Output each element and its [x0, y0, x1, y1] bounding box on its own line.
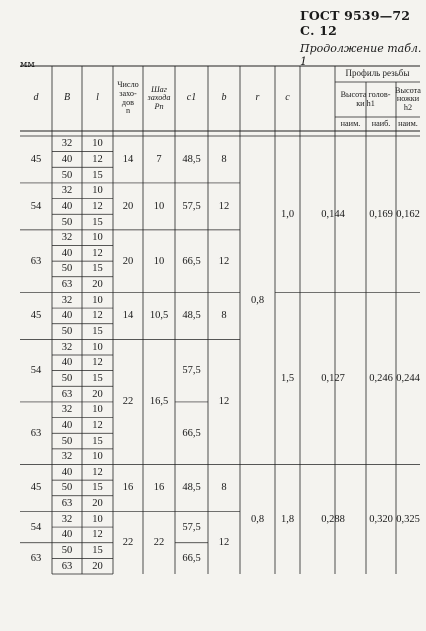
col-header-thread-starts: Число захо- дов n	[117, 80, 139, 116]
cell-b-value: 63	[61, 498, 73, 510]
cell-c1-value: 66,5	[182, 427, 201, 439]
cell-l-value: 12	[92, 153, 103, 165]
cell-c1-value: 48,5	[182, 482, 201, 494]
cell-d-value: 45	[30, 482, 42, 494]
cell-r-value: 0,8	[250, 513, 265, 525]
col-header-h1-max: наиб.	[371, 118, 391, 128]
cell-b-value: 32	[61, 404, 73, 416]
cell-h1-max: 0,320	[369, 513, 393, 525]
cell-b-value: 40	[61, 419, 73, 431]
cell-l-value: 10	[92, 341, 103, 353]
cell-c1-value: 57,5	[182, 521, 201, 533]
cell-b-value: 63	[61, 388, 73, 400]
cell-l-value: 15	[92, 216, 103, 228]
cell-thread-starts: 20	[122, 255, 134, 267]
cell-lead-pitch: 16,5	[149, 396, 169, 408]
cell-b-dim: 12	[218, 396, 230, 408]
col-header-h1-min: наим.	[340, 118, 361, 128]
cell-c1-value: 48,5	[182, 310, 201, 322]
cell-d-value: 63	[30, 427, 42, 439]
cell-b-value: 40	[61, 357, 73, 369]
cell-thread-starts: 22	[122, 396, 134, 408]
col-header-h2: Высота ножки h2	[395, 85, 421, 112]
cell-b-value: 50	[61, 263, 73, 275]
cell-l-value: 10	[92, 513, 103, 525]
cell-thread-starts: 22	[122, 537, 134, 549]
cell-b-value: 40	[61, 310, 73, 322]
cell-l-value: 15	[92, 435, 103, 447]
cell-lead-pitch: 7	[156, 153, 162, 165]
cell-l-value: 20	[92, 560, 103, 572]
cell-b-value: 50	[61, 169, 73, 181]
cell-l-value: 20	[92, 498, 103, 510]
cell-c1-value: 57,5	[182, 365, 201, 377]
cell-l-value: 12	[92, 200, 103, 212]
cell-l-value: 15	[92, 169, 103, 181]
cell-b-dim: 8	[221, 153, 227, 165]
cell-h1-max: 0,169	[369, 208, 393, 220]
cell-l-value: 10	[92, 451, 103, 463]
cell-h1-min: 0,144	[321, 208, 345, 220]
cell-d-value: 63	[30, 255, 42, 267]
cell-h1-min: 0,288	[321, 513, 345, 525]
cell-c-value: 1,8	[280, 513, 295, 525]
cell-b-value: 40	[61, 200, 73, 212]
cell-l-value: 20	[92, 388, 103, 400]
cell-l-value: 15	[92, 372, 103, 384]
cell-c1-value: 57,5	[182, 200, 201, 212]
col-header-c1: c1	[186, 92, 197, 104]
cell-b-value: 50	[61, 372, 73, 384]
col-header-d: d	[33, 92, 39, 104]
col-header-lead-pitch: Шаг захода Pn	[147, 84, 171, 111]
cell-l-value: 15	[92, 263, 103, 275]
cell-d-value: 54	[30, 200, 42, 212]
cell-d-value: 54	[30, 365, 42, 377]
cell-b-dim: 12	[218, 255, 230, 267]
cell-b-value: 40	[61, 247, 73, 259]
cell-c1-value: 66,5	[182, 552, 201, 564]
cell-b-value: 40	[61, 466, 73, 478]
cell-thread-starts: 14	[122, 153, 134, 165]
cell-l-value: 12	[92, 419, 103, 431]
cell-b-dim: 8	[221, 482, 227, 494]
cell-thread-starts: 16	[122, 482, 134, 494]
cell-l-value: 10	[92, 138, 103, 150]
cell-b-dim: 8	[221, 310, 227, 322]
cell-b-value: 32	[61, 451, 73, 463]
cell-d-value: 54	[30, 521, 42, 533]
cell-d-value: 63	[30, 552, 42, 564]
col-header-b-width: B	[63, 92, 71, 104]
cell-l-value: 12	[92, 466, 103, 478]
cell-r-value: 0,8	[250, 294, 265, 306]
cell-h2-min: 0,244	[396, 372, 420, 384]
cell-l-value: 15	[92, 326, 103, 338]
cell-b-value: 32	[61, 138, 73, 150]
cell-b-value: 32	[61, 185, 73, 197]
cell-thread-starts: 20	[122, 200, 134, 212]
cell-b-value: 50	[61, 482, 73, 494]
document-header: ГОСТ 9539—72 С. 12	[300, 8, 411, 38]
col-header-thread-profile: Профиль резьбы	[345, 68, 410, 79]
cell-b-value: 32	[61, 341, 73, 353]
unit-label: мм	[20, 59, 35, 70]
table-continuation-title: Продолжение табл. 1	[300, 42, 422, 68]
cell-c1-value: 66,5	[182, 255, 201, 267]
cell-c1-value: 48,5	[182, 153, 201, 165]
cell-b-value: 50	[61, 435, 73, 447]
cell-b-value: 32	[61, 294, 73, 306]
cell-lead-pitch: 10	[153, 255, 165, 267]
cell-b-value: 50	[61, 545, 73, 557]
cell-b-value: 32	[61, 513, 73, 525]
cell-b-value: 50	[61, 216, 73, 228]
cell-lead-pitch: 16	[153, 482, 165, 494]
cell-d-value: 45	[30, 153, 42, 165]
cell-h2-min: 0,325	[396, 513, 420, 525]
cell-b-value: 40	[61, 529, 73, 541]
col-header-h1: Высота голов- ки h1	[340, 89, 391, 108]
cell-l-value: 12	[92, 247, 103, 259]
cell-l-value: 15	[92, 545, 103, 557]
col-header-l: l	[96, 92, 99, 104]
cell-l-value: 15	[92, 482, 103, 494]
cell-b-dim: 12	[218, 537, 230, 549]
cell-l-value: 10	[92, 294, 103, 306]
col-header-h2-min: наим.	[398, 118, 418, 128]
cell-h1-min: 0,127	[321, 372, 345, 384]
cell-c-value: 1,5	[280, 372, 295, 384]
cell-h1-max: 0,246	[369, 372, 393, 384]
cell-l-value: 20	[92, 279, 103, 291]
cell-lead-pitch: 10,5	[149, 310, 169, 322]
cell-lead-pitch: 22	[153, 537, 165, 549]
cell-l-value: 12	[92, 357, 103, 369]
cell-l-value: 10	[92, 232, 103, 244]
col-header-b: b	[221, 92, 227, 104]
cell-c-value: 1,0	[280, 208, 295, 220]
cell-l-value: 10	[92, 404, 103, 416]
col-header-r: r	[255, 92, 260, 104]
cell-b-value: 63	[61, 560, 73, 572]
cell-d-value: 45	[30, 310, 42, 322]
cell-b-value: 50	[61, 326, 73, 338]
cell-l-value: 10	[92, 185, 103, 197]
cell-lead-pitch: 10	[153, 200, 165, 212]
cell-thread-starts: 14	[122, 310, 134, 322]
cell-l-value: 12	[92, 529, 103, 541]
cell-h2-min: 0,162	[396, 208, 420, 220]
cell-b-dim: 12	[218, 200, 230, 212]
cell-b-value: 32	[61, 232, 73, 244]
cell-l-value: 12	[92, 310, 103, 322]
cell-b-value: 40	[61, 153, 73, 165]
col-header-c: c	[285, 92, 290, 104]
cell-b-value: 63	[61, 279, 73, 291]
